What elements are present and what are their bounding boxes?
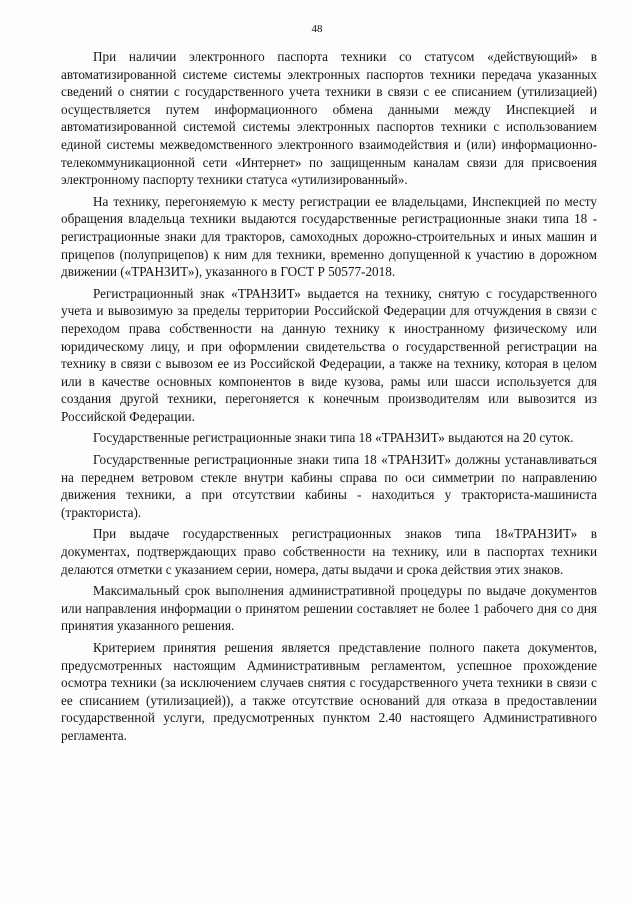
paragraph-decision-criterion: Критерием принятия решения является представление полного пакета документов, предусмотренных настоящим Административным регламентом, успешное прохождение осмотра техники (за исключением случаев снятия с государственного учета техники в связи с ее списанием (утилизацией)), а также отсутствие оснований для отказа в предоставлении государственной услуги, предусмотренных пунктом 2.40 настоящего Административного регламента. <box>61 640 597 743</box>
paragraph-transit-validity: Государственные регистрационные знаки типа 18 «ТРАНЗИТ» выдаются на 20 суток. <box>93 430 574 446</box>
paragraph-transit-plate-export: Регистрационный знак «ТРАНЗИТ» выдается на технику, снятую с государственного учета и вывозимую за пределы территории Российской Федерации для отчуждения в связи с переходом права собственности на данную технику к иностранному физическому или юридическому лицу, и при оформлении свидетельства о государственной регистрации на технику в связи с вывозом ее из Российской Федерации, а также на технику, которая в целом или в качестве основных компонентов в виде кузова, рамы или шасси используется для создания другой техники, перегоняется к конечным производителям или вывозится из Российской Федерации. <box>61 285 597 424</box>
page-number: 48 <box>311 23 323 35</box>
document-body <box>61 48 597 749</box>
paragraph-transit-plates-issuance: На технику, перегоняемую к месту регистрации ее владельцами, Инспекцией по месту обращения владельца техники выдаются государственные регистрационные знаки типа 18 - регистрационные знаки для тракторов, самоходных дорожно-строительных и иных машин и прицепов (полуприцепов) к ним для техники, временно допущенной к участию в дорожном движении («ТРАНЗИТ»), указанного в ГОСТ Р 50577-2018. <box>61 193 597 280</box>
paragraph-electronic-passport: При наличии электронного паспорта техники со статусом «действующий» в автоматизированной системе системы электронных паспортов техники передача указанных сведений о снятии с государственного учета техники в связи с ее списанием (утилизацией) осуществляется путем информационного обмена данными между Инспекцией и автоматизированной системой системы электронных паспортов техники с использованием единой системы межведомственного электронного взаимодействия и (или) информационно-телекоммуникационной сети «Интернет» по защищенным каналам связи для присвоения электронному паспорту техники статуса «утилизированный». <box>61 49 597 188</box>
paragraph-procedure-deadline: Максимальный срок выполнения административной процедуры по выдаче документов или направления информации о принятом решении составляет не более 1 рабочего дня со дня принятия указанного решения. <box>61 583 597 634</box>
paragraph-transit-document-marks: При выдаче государственных регистрационных знаков типа 18«ТРАНЗИТ» в документах, подтверждающих право собственности на технику, или в паспортах техники делаются отметки с указанием серии, номера, даты выдачи и срока действия этих знаков. <box>61 526 597 577</box>
paragraph-transit-installation: Государственные регистрационные знаки типа 18 «ТРАНЗИТ» должны устанавливаться на переднем ветровом стекле внутри кабины справа по оси симметрии по направлению движения техники, а при отсутствии кабины - находиться у тракториста-машиниста (тракториста). <box>61 452 597 520</box>
